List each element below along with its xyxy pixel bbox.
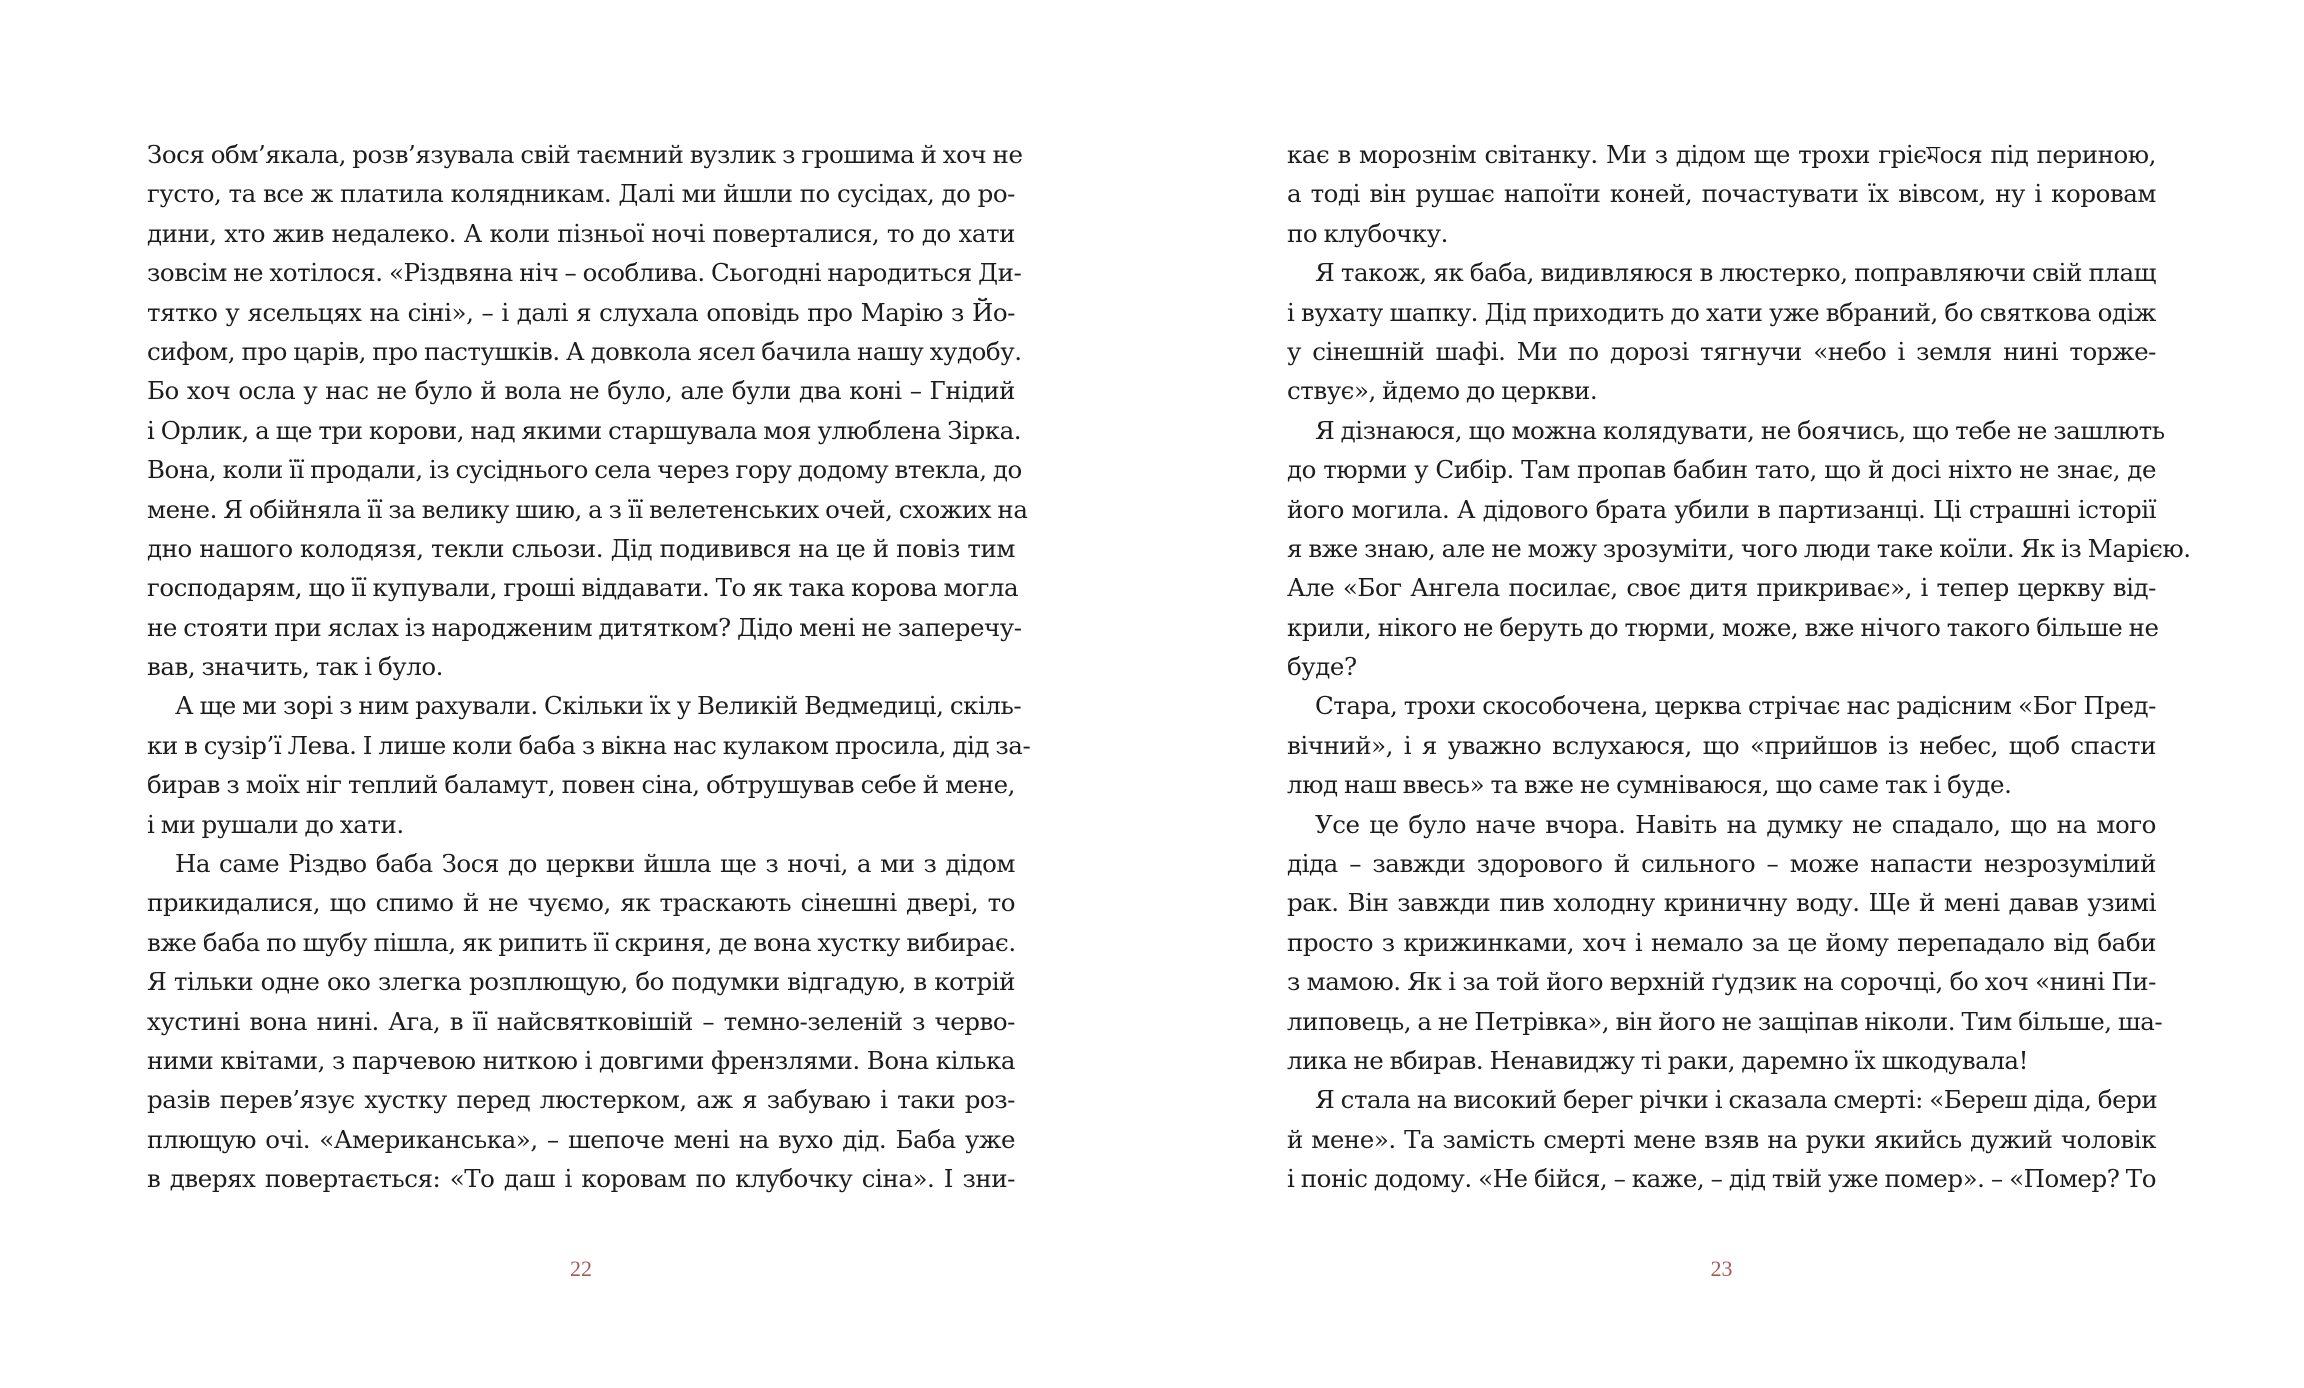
text-line: Стара, трохи скособочена, церква стрічає нас радісним «Бог Пред- [1315, 691, 2156, 721]
text-line: крили, нікого не беруть до тюрми, може, вже нічого такого більше не [1287, 612, 2159, 642]
text-line: А ще ми зорі з ним рахували. Скільки їх у Великій Ведмедиці, скіль- [175, 691, 1022, 721]
text-line: мене. Я обійняла її за велику шию, а з її велетенських очей, схожих на [147, 494, 1028, 524]
text-line: лика не вбирав. Ненавиджу ті раки, даремно їх шкодувала! [1287, 1045, 2028, 1075]
text-line: Зося обм’якала, розв’язувала свій таємний вузлик з грошима й хоч не [147, 140, 1023, 169]
text-line: прикидалися, що спимо й не чуємо, як траскають сінешні двері, то [147, 888, 1015, 918]
text-line: і Орлик, а ще три корови, над якими старшувала моя улюблена Зірка. [147, 415, 1022, 445]
text-line: в дверях повертається: «То даш і коровам по клубочку сіна». І зни- [147, 1164, 1015, 1194]
text-line: просто з крижинками, хоч і немало за це йому перепадало від баби [1287, 927, 2156, 957]
text-line: хустині вона нині. Ага, в її найсвятковішій – темно-зеленій з черво- [147, 1006, 1015, 1036]
text-line: у сінешній шафі. Ми по дорозі тягнучи «небо і земля нині торже- [1287, 336, 2156, 366]
text-line: Я тільки одне око злегка розплющую, бо подумки відгадую, в котрій [147, 967, 1015, 997]
text-line: сифом, про царів, про пастушків. А довкола ясел бачила нашу худобу. [147, 336, 1022, 366]
text-line: буде? [1287, 652, 1357, 682]
text-line: липовець, а не Петрівка», він його не защіпав ніколи. Тим більше, ша- [1287, 1006, 2163, 1036]
text-line: і поніс додому. «Не бійся, – каже, – дід твій уже помер». – «Помер? То [1287, 1164, 2156, 1194]
page-text [1287, 135, 2191, 1199]
text-line: густо, та все ж платила колядникам. Далі ми йшли по сусідах, до ро- [147, 179, 1015, 209]
text-line: зовсім не хотілося. «Різдвяна ніч – особлива. Сьогодні народиться Ди- [147, 258, 1022, 288]
text-line: плющую очі. «Американська», – шепоче мені на вухо дід. Баба уже [147, 1124, 1015, 1154]
text-line: вав, значить, так і було. [147, 652, 443, 682]
text-line: діда – завжди здорового й сильного – може напасти незрозумілий [1287, 849, 2156, 879]
text-line: дини, хто жив недалеко. А коли пізньої ночі поверталися, то до хати [147, 218, 1015, 248]
page-text [147, 135, 1031, 1199]
text-line: вже баба по шубу пішла, як рипить її скриня, де вона хустку вибирає. [147, 927, 1016, 957]
text-line: Вона, коли її продали, із сусіднього села через гору додому втекла, до [147, 455, 1022, 485]
text-line: по клубочку. [1287, 218, 1448, 248]
text-line: ки в сузір’ї Лева. І лише коли баба з вікна нас кулаком просила, дід за- [147, 730, 1031, 760]
text-line: Я також, як баба, видивляюся в люстерко, поправляючи свій плащ [1315, 258, 2156, 288]
left-page [147, 0, 1031, 1388]
text-line: бирав з моїх ніг теплий баламут, повен сіна, обтрушував себе й мене, [147, 770, 1015, 800]
text-line: до тюрми у Сибір. Там пропав бабин тато, що й досі ніхто не знає, де [1287, 455, 2156, 485]
text-line: дно нашого колодязя, текли сльози. Дід подивився на це й повіз тим [147, 533, 1015, 563]
text-line: господарям, що її купували, гроші віддавати. То як така корова могла [147, 573, 1019, 603]
text-line: тятко у ясельцях на сіні», – і далі я слухала оповідь про Марію з Йо- [147, 297, 1015, 327]
text-line: рак. Він завжди пив холодну криничну воду. Ще й мені давав узимі [1287, 888, 2156, 918]
text-line: й мене». Та замість смерті мене взяв на руки якийсь дужий чоловік [1287, 1124, 2156, 1154]
text-line: і ми рушали до хати. [147, 809, 404, 839]
text-line: Я стала на високий берег річки і сказала смерті: «Береш діда, бери [1315, 1085, 2158, 1115]
text-line: вічний», і я уважно вслухаюся, що «прийшов із небес, щоб спасти [1287, 730, 2156, 760]
page-number: 23 [1710, 1256, 1733, 1281]
text-line: не стояти при яслах із народженим дитятком? Дідо мені не заперечу- [147, 612, 1022, 642]
text-line: ствує», йдемо до церкви. [1287, 376, 1598, 406]
text-line: Усе це було наче вчора. Навіть на думку не спадало, що на мого [1315, 809, 2156, 839]
text-line: його могила. А дідового брата убили в партизанці. Ці страшні історії [1287, 494, 2156, 524]
text-line: Бо хоч осла у нас не було й вола не було, але були два коні – Гнідий [147, 376, 1015, 406]
text-line: люд наш ввесь» та вже не сумніваюся, що саме так і буде. [1287, 770, 2012, 800]
text-line: а тоді він рушає напоїти коней, почастувати їх вівсом, ну і коровам [1287, 179, 2156, 209]
text-line: і вухату шапку. Дід приходить до хати уже вбраний, бо святкова одіж [1287, 297, 2156, 327]
text-line: з мамою. Як і за той його верхній ґудзик на сорочці, бо хоч «нині Пи- [1287, 967, 2156, 997]
text-line: кає в морознім світанку. Ми з дідом ще трохи грієমося під периною, [1287, 140, 2156, 169]
text-line: Я дізнаюся, що можна колядувати, не боячись, що тебе не зашлють [1315, 415, 2165, 445]
text-line: Але «Бог Ангела посилає, своє дитя прикриває», і тепер церкву від- [1287, 573, 2156, 603]
right-page [1287, 0, 2191, 1388]
text-line: На саме Різдво баба Зося до церкви йшла ще з ночі, а ми з дідом [175, 849, 1015, 879]
text-line: разів перев’язує хустку перед люстерком, аж я забуваю і таки роз- [147, 1085, 1015, 1115]
text-line: ними квітами, з парчевою ниткою і довгими френзлями. Вона кілька [147, 1045, 1015, 1075]
page-number: 22 [570, 1256, 592, 1281]
text-line: я вже знаю, але не можу зрозуміти, чого люди таке коїли. Як із Марією. [1287, 533, 2191, 563]
